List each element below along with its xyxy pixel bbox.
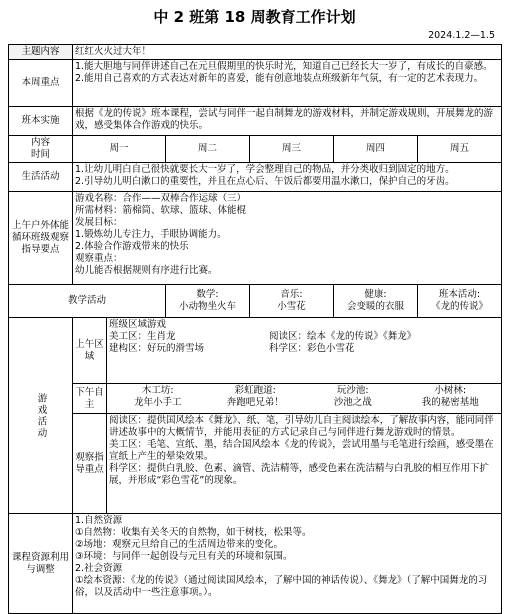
pm-label: 下午自主 [73, 384, 107, 414]
pm-cells [107, 384, 502, 414]
life-label: 生活活动 [9, 163, 73, 192]
resource-line: 1.自然资源 [75, 515, 123, 526]
outdoor-line: 所需材料：箭棉筒、软球、篮球、体能棍 [75, 205, 247, 216]
game-label [9, 318, 73, 514]
teaching-health [334, 285, 418, 318]
pm-area-value: 沙池之战 [333, 397, 372, 408]
focus-label: 观察指导重点 [73, 414, 107, 514]
am-area: 建构区：好玩的滑雪场 [109, 343, 205, 354]
resources-text [73, 514, 502, 614]
pm-area [207, 385, 305, 409]
am-line [109, 343, 499, 355]
resource-line: ①自然物：收集有关冬天的自然物，如干树枝，松果等。 [75, 527, 312, 538]
am-line [109, 331, 499, 343]
teaching-subject: 班本活动: [438, 289, 481, 300]
teaching-math [166, 285, 250, 318]
resource-line: 2.社会资源 [75, 563, 123, 574]
day-thursday: 周四 [334, 136, 418, 163]
pm-area-name: 木工坊: [141, 385, 174, 396]
content-time-header [9, 136, 73, 163]
pm-area [304, 385, 402, 409]
day-friday: 周五 [418, 136, 502, 163]
pm-area-value: 奔跑吧兄弟！ [226, 397, 284, 408]
teaching-topic: 小雪花 [277, 301, 306, 312]
focus-line: 阅读区：提供国风绘本《舞龙》、纸、笔，引导幼儿自主阅读绘本，了解故事内容，能同同伴讲述故事中的大概情节，并能用表征的方式记录自己与同伴进行舞龙游戏时的情景。 [109, 415, 494, 438]
class-impl-text: 根据《龙的传说》班本课程，尝试与同伴一起自制舞龙的游戏材料，并制定游戏规则，开展舞龙的游戏，感受集体合作游戏的快乐。 [73, 107, 502, 136]
outdoor-line: 游戏名称：合作——双棒合作运球（三） [75, 193, 247, 204]
teaching-topic: 小动物坐火车 [178, 301, 236, 312]
content-header: 内容 [30, 137, 50, 148]
am-area: 美工区：生肖龙 [109, 331, 176, 342]
class-impl-label: 班本实施 [9, 107, 73, 136]
teaching-label: 教学活动 [9, 285, 166, 318]
outdoor-line: 观察重点： [75, 253, 123, 264]
time-header: 时间 [30, 149, 50, 160]
teaching-subject: 健康: [364, 289, 387, 300]
page-title: 中 2 班第 18 周教育工作计划 [153, 8, 356, 26]
weekly-goals-label: 本周重点 [9, 60, 73, 107]
theme-value: 红红火火过大年！ [73, 45, 502, 60]
am-label: 上午区域 [73, 318, 107, 384]
outdoor-line: 发展目标： [75, 217, 123, 228]
pm-area-value: 龙年小手工 [133, 397, 182, 408]
life-line: 1.让幼儿明白自己很快就要长大一岁了，学会整理自己的物品，并分类收归到固定的地方。 [75, 164, 455, 175]
day-wednesday: 周三 [250, 136, 334, 163]
plan-table [8, 44, 502, 614]
teaching-subject: 音乐: [280, 289, 303, 300]
resource-line: ①绘本资源：《龙的传说》（通过阅读国风绘本，了解中国的神话传说）、《舞龙》（了解中国舞龙的习俗，以及活动中一些注意事项。）。 [75, 575, 488, 598]
pm-area-name: 彩虹跑道: [234, 385, 276, 396]
weekly-goals-text [73, 60, 502, 107]
outdoor-text [73, 192, 502, 285]
life-text [73, 163, 502, 192]
teaching-subject: 数学: [196, 289, 219, 300]
outdoor-label: 上午户外体能循环班级观察指导要点 [9, 192, 73, 285]
am-line: 班级区域游戏 [109, 319, 167, 330]
focus-line: 科学区：提供白乳胶、色素、滴管、洗洁精等，感受色素在洗洁精与白乳胶的相互作用下扩展，并形成“彩色雪花”的现象。 [109, 463, 490, 486]
day-tuesday: 周二 [166, 136, 250, 163]
goal-line: 1.能大胆地与同伴讲述自己在元旦假期里的快乐时光，知道自己已经长大一岁了，有成长的自豪感。 [75, 61, 493, 72]
outdoor-line: 2.体验合作游戏带来的快乐 [75, 241, 189, 252]
teaching-topic: 会变暖的衣服 [346, 301, 404, 312]
focus-line: 美工区：毛笔、宣纸、墨，结合国风绘本《龙的传说》，尝试用墨与毛笔进行绘画，感受墨在宣纸上产生的晕染效果。 [109, 439, 494, 462]
day-monday: 周一 [73, 136, 166, 163]
theme-label: 主题内容 [9, 45, 73, 60]
teaching-class [418, 285, 502, 318]
date-range: 2024.1.2—1.5 [428, 30, 495, 41]
game-label-text: 游戏活动 [35, 392, 47, 439]
outdoor-line: 1.锻炼幼儿专注力，手眼协调能力。 [75, 229, 227, 240]
outdoor-line: 幼儿能否根据规则有序进行比赛。 [75, 265, 218, 276]
resources-label: 课程资源利用与调整 [9, 514, 73, 614]
am-text [107, 318, 502, 384]
resource-line: ②场地：观察元旦给自己的生活周边带来的变化。 [75, 539, 284, 550]
am-area: 科学区：彩色小雪花 [269, 343, 355, 354]
pm-area [402, 385, 500, 409]
resource-line: ③环境：与同伴一起创设与元旦有关的环境和氛围。 [75, 551, 293, 562]
pm-area [109, 385, 207, 409]
pm-area-name: 玩沙池: [336, 385, 369, 396]
teaching-music [250, 285, 334, 318]
pm-area-name: 小树林: [434, 385, 467, 396]
goal-line: 2.能用自己喜欢的方式表达对新年的喜爱，能有创意地装点班级新年气氛，有一定的艺术表现力。 [75, 73, 484, 84]
teaching-topic: 《龙的传说》 [431, 301, 489, 312]
pm-area-value: 我的秘密基地 [421, 397, 479, 408]
am-area: 阅读区：绘本《龙的传说》《舞龙》 [269, 331, 417, 342]
pm-grid [109, 385, 499, 409]
life-line: 2.引导幼儿明白漱口的重要性，并且在点心后、午饭后都要用温水漱口，保护自己的牙齿。 [75, 176, 455, 187]
focus-text [107, 414, 502, 514]
